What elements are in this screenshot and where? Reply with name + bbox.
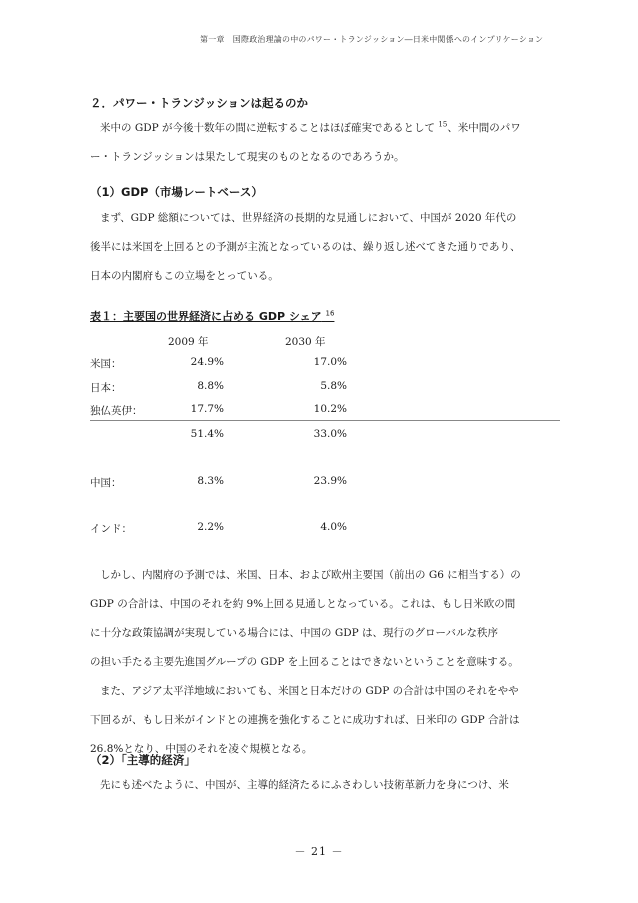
analysis-line-6: 下回るが、もし日米がインドとの連携を強化することに成功すれば、日米印の GDP 合計は: [90, 714, 520, 726]
table-cell-japan-2009: 8.8%: [197, 380, 224, 392]
leading-economy-line-1: 先にも述べたように、中国が、主導的経済たるにふさわしい技術革新力を身につけ、米: [100, 779, 509, 791]
table-row-label-india: インド：: [90, 523, 132, 535]
table-header-2009: 2009 年: [168, 336, 209, 348]
analysis-paragraph: [90, 561, 560, 764]
table-cell-japan-2030: 5.8%: [320, 380, 347, 392]
subsection-title-gdp: （1）GDP（市場レートベース）: [90, 185, 263, 199]
table-row-label-us: 米国：: [90, 358, 122, 370]
page-number: － 21 －: [294, 845, 344, 858]
subsection-title-leading-economy: （2）「主導的経済」: [90, 753, 196, 767]
table-cell-total-2030: 33.0%: [313, 428, 347, 440]
section-title: ２．パワー・トランジッションは起るのか: [90, 96, 308, 110]
table-cell-india-2009: 2.2%: [197, 521, 224, 533]
analysis-line-3: に十分な政策協調が実現している場合には、中国の GDP は、現行のグローバルな秩序: [90, 627, 499, 639]
leading-economy-paragraph: [90, 771, 560, 800]
table-cell-china-2009: 8.3%: [197, 475, 224, 487]
intro-line-2: ー・トランジッションは果たして現実のものとなるのであろうか。: [90, 151, 405, 163]
table-cell-us-2009: 24.9%: [190, 356, 224, 368]
table-cell-india-2030: 4.0%: [320, 521, 347, 533]
table-row-label-europe: 独仏英伊：: [90, 405, 143, 417]
table-cell-china-2030: 23.9%: [313, 475, 347, 487]
gdp-line-3: 日本の内閣府もこの立場をとっている。: [90, 270, 279, 282]
analysis-line-5: また、アジア太平洋地域においても、米国と日本だけの GDP の合計は中国のそれをやや: [100, 685, 519, 697]
table-cell-europe-2009: 17.7%: [190, 403, 224, 415]
table-caption: 表１：主要国の世界経済に占める GDP シェア $^{16}$: [90, 309, 335, 323]
table-cell-europe-2030: 10.2%: [313, 403, 347, 415]
footnote-ref-16: 16: [325, 309, 335, 318]
table-row-label-china: 中国：: [90, 477, 122, 489]
gdp-line-1: まず、GDP 総額については、世界経済の長期的な見通しにおいて、中国が 2020 年代の: [100, 212, 517, 224]
analysis-line-2: GDP の合計は、中国のそれを約 9%上回る見通しとなっている。これは、もし日米欧の間: [90, 598, 516, 610]
table-cell-total-2009: 51.4%: [190, 428, 224, 440]
table-divider: [90, 420, 560, 421]
table-row-label-japan: 日本：: [90, 382, 122, 394]
gdp-paragraph: [90, 204, 560, 291]
intro-paragraph: [90, 114, 560, 172]
analysis-line-4: の担い手たる主要先進国グループの GDP を上回ることはできないということを意味する。: [90, 656, 519, 668]
footnote-ref-15: 15: [438, 120, 448, 129]
running-header: 第一章 国際政治理論の中のパワー・トランジッション―日米中関係へのインプリケーション: [200, 35, 544, 44]
analysis-line-1: しかし、内閣府の予測では、米国、日本、および欧州主要国（前出の G6 に相当する）の: [100, 569, 521, 581]
intro-line-1: 米中の GDP が今後十数年の間に逆転することはほぼ確実であるとして $^{15}$、米中間のパワ: [100, 120, 521, 134]
table-cell-us-2030: 17.0%: [313, 356, 347, 368]
gdp-line-2: 後半には米国を上回るとの予測が主流となっているのは、繰り返し述べてきた通りであり、: [90, 241, 521, 253]
analysis-line-7: 26.8%となり、中国のそれを凌ぐ規模となる。: [90, 743, 313, 755]
table-header-2030: 2030 年: [285, 336, 326, 348]
